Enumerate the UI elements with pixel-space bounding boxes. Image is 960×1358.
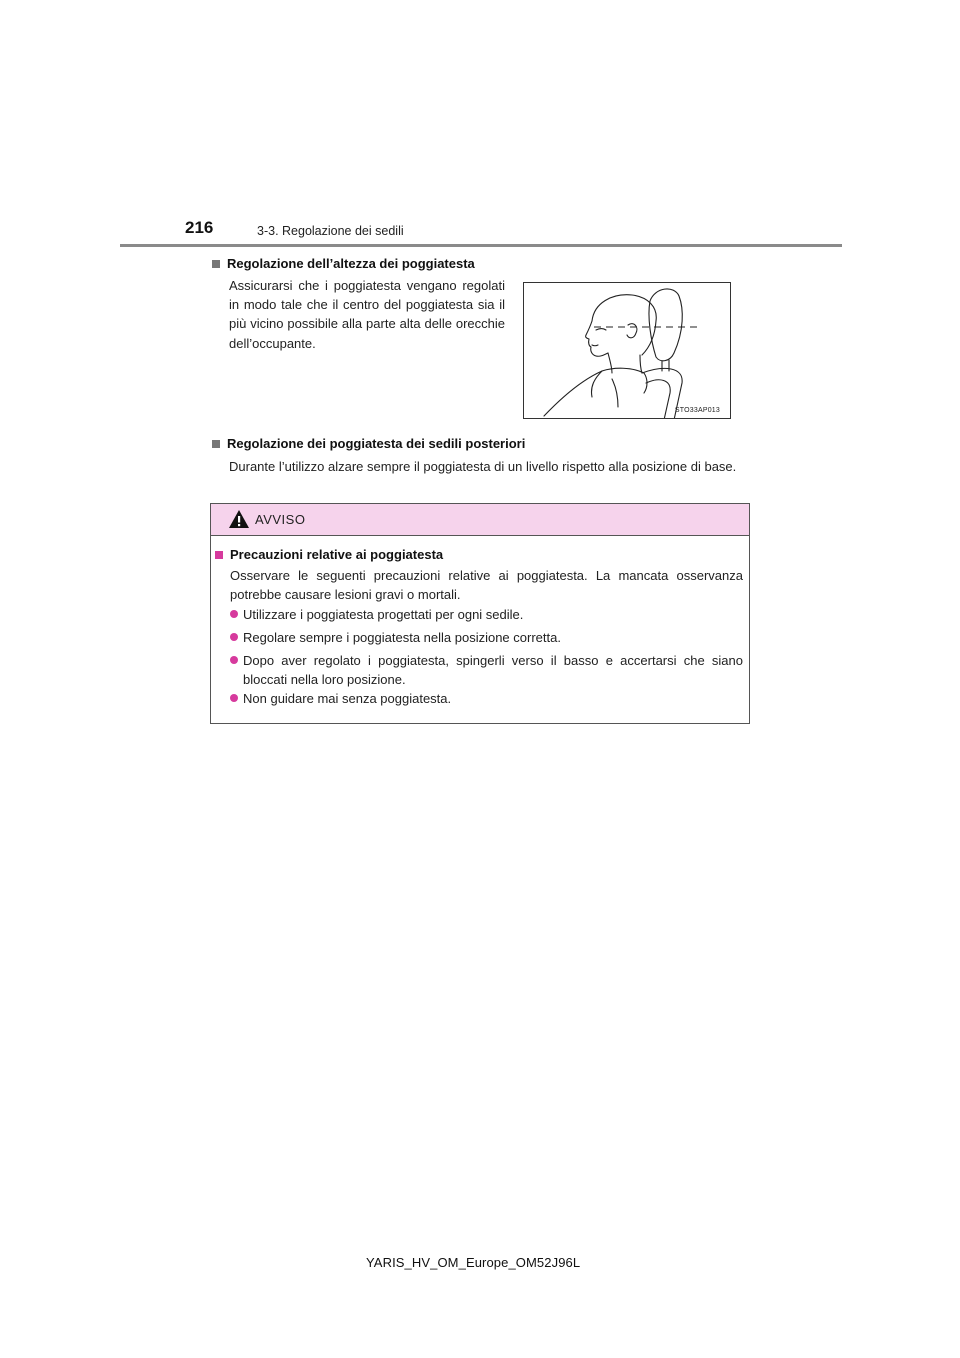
footer-doc-id: YARIS_HV_OM_Europe_OM52J96L: [366, 1255, 581, 1270]
figure-code: STO33AP013: [674, 407, 720, 414]
warning-bullet-text: Regolare sempre i poggiatesta nella posizione corretta.: [243, 630, 561, 645]
warning-header: [211, 504, 749, 536]
warning-bullet: [230, 689, 743, 708]
section-heading-front: [212, 256, 475, 271]
warning-heading: [215, 547, 443, 562]
page-number: 216: [185, 218, 214, 237]
section-heading-text: Regolazione dei poggiatesta dei sedili posteriori: [227, 436, 526, 451]
warning-box: [210, 503, 750, 724]
bullet-dot-icon: [230, 694, 238, 702]
headrest-shape: [649, 289, 682, 361]
warning-intro: Osservare le seguenti precauzioni relative ai poggiatesta. La mancata osservanza potrebbe causare lesioni gravi o mortali.: [230, 568, 743, 603]
section-title: 3-3. Regolazione dei sedili: [257, 224, 404, 238]
warning-title: AVVISO: [255, 512, 306, 527]
square-bullet-icon: [215, 551, 223, 559]
bullet-dot-icon: [230, 610, 238, 618]
warning-bullet-text: Dopo aver regolato i poggiatesta, spingerli verso il basso e accertarsi che siano bloccati nella loro posizione.: [243, 653, 743, 688]
headrest-illustration: [523, 282, 731, 419]
warning-heading-text: Precauzioni relative ai poggiatesta: [230, 547, 444, 562]
section-heading-text: Regolazione dell’altezza dei poggiatesta: [227, 256, 475, 271]
headrest-drawing: [524, 283, 731, 419]
warning-bullet: [230, 651, 743, 689]
warning-triangle-icon: [228, 509, 250, 529]
warning-bullet-text: Non guidare mai senza poggiatesta.: [243, 691, 452, 706]
warning-bullet: [230, 605, 743, 624]
warning-bullet: [230, 628, 743, 647]
header-divider: [120, 244, 842, 247]
square-bullet-icon: [212, 260, 220, 268]
bullet-dot-icon: [230, 656, 238, 664]
square-bullet-icon: [212, 440, 220, 448]
section-paragraph: Assicurarsi che i poggiatesta vengano regolati in modo tale che il centro del poggiatesta sia il più vicino possibile alla parte alta delle orecchie dell’occupante.: [229, 278, 505, 351]
section-paragraph: Durante l’utilizzo alzare sempre il poggiatesta di un livello rispetto alla posizione di base.: [229, 459, 737, 474]
section-heading-rear: [212, 436, 525, 451]
warning-bullet-text: Utilizzare i poggiatesta progettati per ogni sedile.: [243, 607, 524, 622]
bullet-dot-icon: [230, 633, 238, 641]
